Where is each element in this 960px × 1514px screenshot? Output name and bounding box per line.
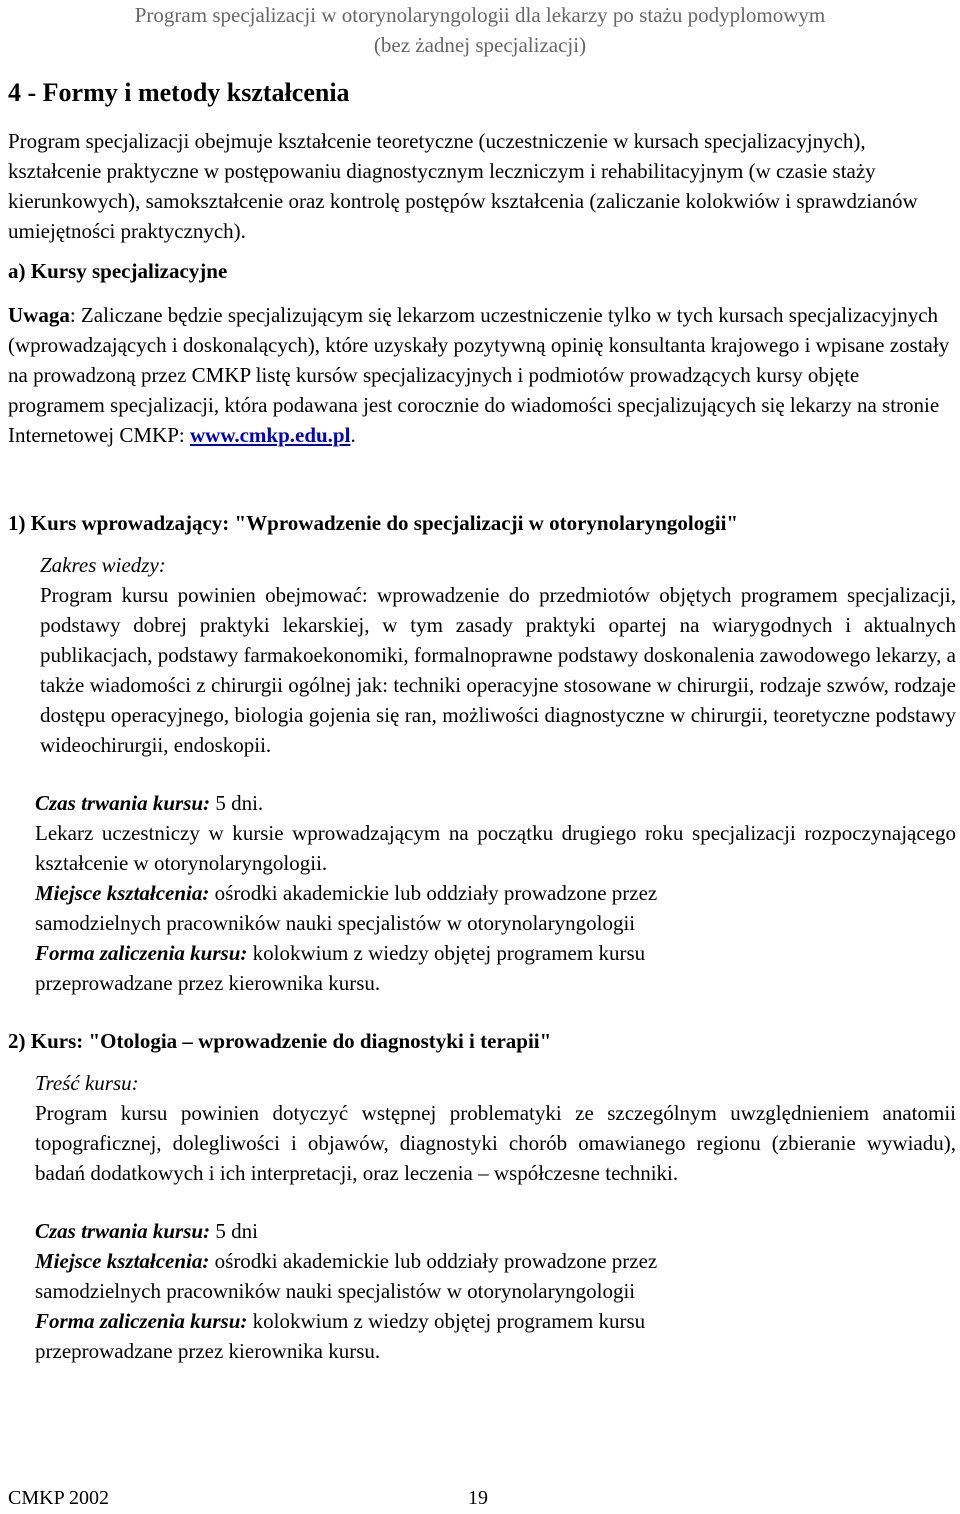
course2-content-label: Treść kursu: — [35, 1071, 139, 1095]
course2-form-line1 — [35, 1306, 645, 1336]
course1-place-line1 — [35, 878, 657, 908]
course1-place-text: ośrodki akademickie lub oddziały prowadzone przez — [209, 881, 658, 905]
course2-place-text: ośrodki akademickie lub oddziały prowadzone przez — [209, 1249, 658, 1273]
note-end: . — [350, 423, 356, 447]
course1-scope-text: Program kursu powinien obejmować: wprowadzenie do przedmiotów objętych programem specjalizacji, podstawy dobrej praktyki lekarskiej, w tym zasady praktyki opartej na wiarygodnych i aktualnych publikacjach, podstawy farmakoekonomiki, formalnoprawne podstawy doskonalenia zawodowego lekarzy, a także wiadomości z chirurgii ogólnej jak: techniki operacyjne stosowane w chirurgii, rodzaje szwów, rodzaje dostępu operacyjnego, biologia gojenia się ran, możliwości diagnostyczne w chirurgii, teoretyczne podstawy wideochirurgii, endoskopii. — [40, 583, 956, 757]
subsection-a-title: a) Kursy specjalizacyjne — [8, 259, 228, 283]
course1-form-line1 — [35, 938, 645, 968]
course1-form-label: Forma zaliczenia kursu: — [35, 941, 248, 965]
running-header-line2: (bez żadnej specjalizacji) — [373, 33, 587, 57]
running-header-line1: Program specjalizacji w otorynolaryngologii dla lekarzy po stażu podyplomowym — [134, 3, 826, 27]
course1-duration — [35, 788, 263, 818]
course1-title: 1) Kurs wprowadzający: "Wprowadzenie do specjalizacji w otorynolaryngologii" — [8, 511, 739, 535]
course1-scope-label: Zakres wiedzy: — [40, 553, 166, 577]
course1-form-text: kolokwium z wiedzy objętej programem kursu — [247, 941, 646, 965]
course1-place-line2: samodzielnych pracowników nauki specjalistów w otorynolaryngologii — [35, 911, 636, 935]
course2-form-line2: przeprowadzane przez kierownika kursu. — [35, 1339, 381, 1363]
course1-participant: Lekarz uczestniczy w kursie wprowadzającym na początku drugiego roku specjalizacji rozpoczynającego kształcenie w otorynolaryngologii. — [35, 821, 956, 875]
course1-place-label: Miejsce kształcenia: — [35, 881, 210, 905]
cmkp-link[interactable]: www.cmkp.edu.pl — [189, 423, 351, 447]
section-title: 4 - Formy i metody kształcenia — [8, 78, 350, 107]
page-number: 19 — [468, 1487, 488, 1509]
course1-duration-label: Czas trwania kursu: — [35, 791, 211, 815]
note-paragraph — [8, 300, 952, 450]
course1-form-line2: przeprowadzane przez kierownika kursu. — [35, 971, 381, 995]
note-text: : Zaliczane będzie specjalizującym się lekarzom uczestniczenie tylko w tych kursach specjalizacyjnych (wprowadzających i doskonalących), które uzyskały pozytywną opinię konsultanta krajowego i wpisane zostały na prowadzoną przez CMKP listę kursów specjalizacyjnych i podmiotów prowadzących kursy objęte programem specjalizacji, która podawana jest corocznie do wiadomości specjalizujących się lekarzy na stronie Internetowej CMKP: — [8, 303, 950, 447]
course2-form-text: kolokwium z wiedzy objętej programem kursu — [247, 1309, 646, 1333]
course2-form-label: Forma zaliczenia kursu: — [35, 1309, 248, 1333]
course2-duration-label: Czas trwania kursu: — [35, 1219, 211, 1243]
course2-place-line2: samodzielnych pracowników nauki specjalistów w otorynolaryngologii — [35, 1279, 636, 1303]
course1-duration-value: 5 dni. — [210, 791, 264, 815]
note-label: Uwaga — [8, 303, 70, 327]
intro-paragraph: Program specjalizacji obejmuje kształcenie teoretyczne (uczestniczenie w kursach specjalizacyjnych), kształcenie praktyczne w postępowaniu diagnostycznym leczniczym i rehabilitacyjnym (w czasie staży kierunkowych), samokształcenie oraz kontrolę postępów kształcenia (zaliczanie kolokwiów i sprawdzianów umiejętności praktycznych). — [8, 129, 918, 243]
footer-left: CMKP 2002 — [8, 1487, 109, 1509]
course2-place-label: Miejsce kształcenia: — [35, 1249, 210, 1273]
course2-title: 2) Kurs: "Otologia – wprowadzenie do diagnostyki i terapii" — [8, 1029, 552, 1053]
course2-duration-value: 5 dni — [210, 1219, 258, 1243]
course2-content-text: Program kursu powinien dotyczyć wstępnej problematyki ze szczególnym uwzględnieniem anatomii topograficznej, dolegliwości i objawów, diagnostyki chorób omawianego regionu (zbieranie wywiadu), badań dodatkowych i ich interpretacji, oraz leczenia – współczesne techniki. — [35, 1101, 956, 1185]
course2-place-line1 — [35, 1246, 657, 1276]
course2-duration — [35, 1216, 258, 1246]
